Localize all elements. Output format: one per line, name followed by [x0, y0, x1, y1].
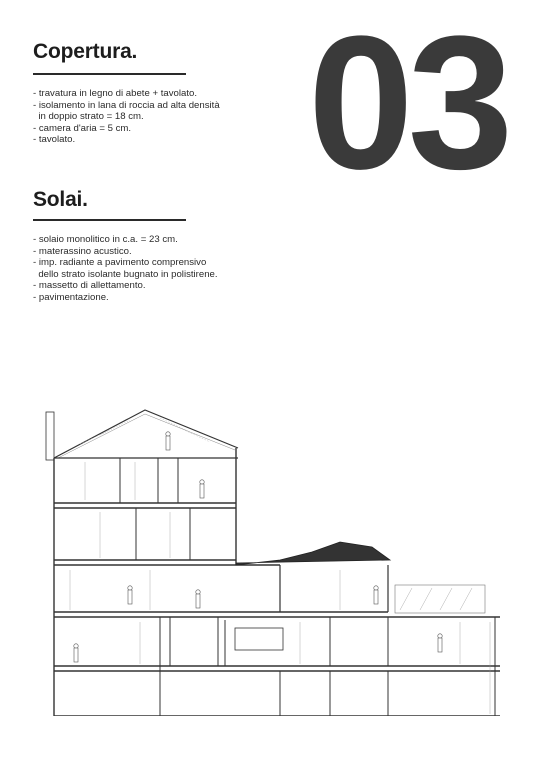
solai-title: Solai. — [33, 188, 88, 211]
room-box — [235, 628, 283, 650]
copertura-spec-item: - camera d'aria = 5 cm. — [33, 122, 132, 134]
solai-spec-item: dello strato isolante bugnato in polistirene. — [33, 268, 218, 280]
glass-railing-hatch — [400, 588, 472, 610]
floor-slabs — [54, 503, 500, 716]
building-section-drawing — [40, 400, 500, 716]
solai-spec-item: - massetto di allettamento. — [33, 280, 146, 291]
chimney-stub — [46, 412, 54, 460]
roof-beams — [80, 418, 210, 444]
roof-line — [54, 410, 238, 458]
solai-title-rule — [33, 219, 186, 221]
copertura-title-rule — [33, 73, 186, 75]
human-figures — [74, 432, 442, 662]
interior-walls — [120, 458, 495, 716]
solai-spec-item: - solaio monolitico in c.a. = 23 cm. — [33, 234, 178, 245]
copertura-spec-item: - tavolato. — [33, 134, 76, 145]
solai-specs-list — [33, 234, 218, 303]
copertura-spec-item: - isolamento in lana di roccia ad alta densità — [33, 99, 220, 111]
lower-roof — [236, 542, 390, 565]
solai-spec-item: - pavimentazione. — [33, 291, 109, 303]
copertura-title: Copertura. — [33, 40, 138, 63]
copertura-specs-list — [33, 88, 220, 146]
solai-spec-item: - materassino acustico. — [33, 245, 132, 257]
copertura-spec-item: in doppio strato = 18 cm. — [33, 111, 144, 122]
page-number: 03 — [308, 0, 508, 209]
copertura-spec-item: - travatura in legno di abete + tavolato. — [33, 88, 197, 99]
solai-spec-item: - imp. radiante a pavimento comprensivo — [33, 257, 207, 268]
